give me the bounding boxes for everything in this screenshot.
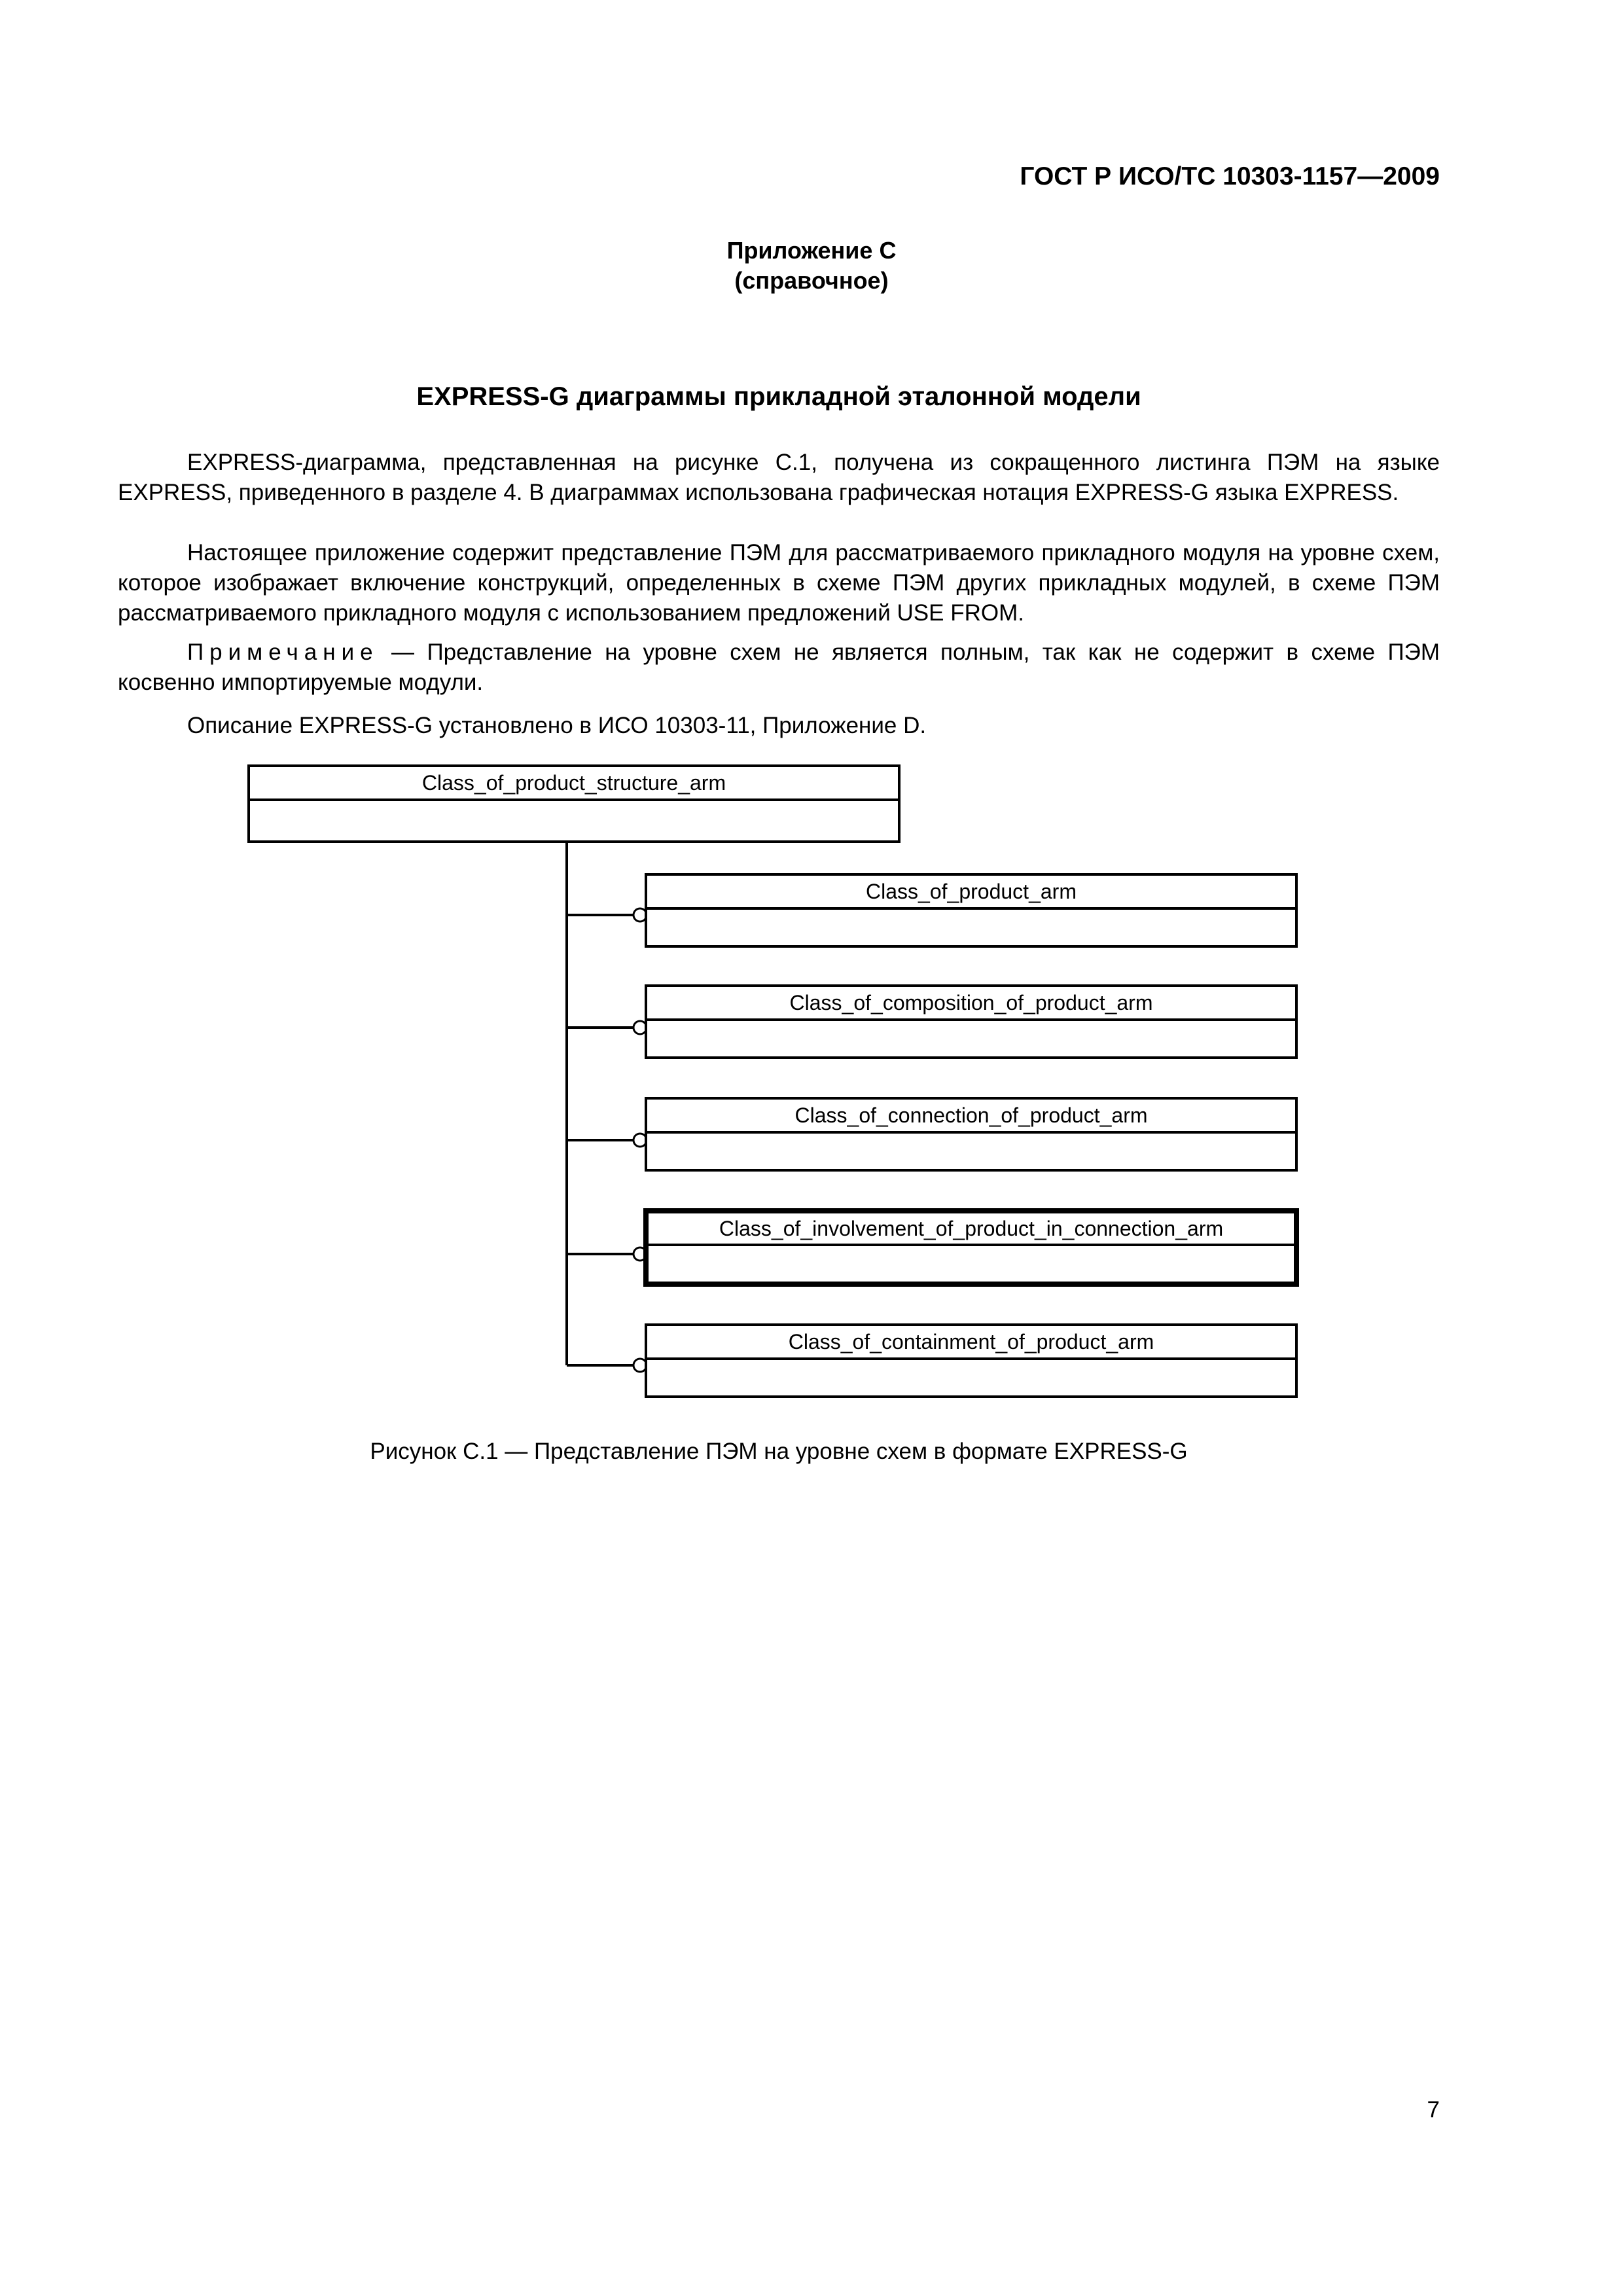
note-label: Примечание: [187, 639, 379, 665]
annex-heading: [0, 236, 1623, 296]
paragraph-3: [118, 711, 1440, 741]
figure-caption: Рисунок С.1 — Представление ПЭМ на уровне схем в формате EXPRESS-G: [370, 1439, 1188, 1464]
page-number: 7: [1427, 2097, 1440, 2123]
entity-root-name: Class_of_product_structure_arm: [250, 767, 898, 801]
connector-5: [567, 1359, 647, 1372]
entity-child-5: [645, 1323, 1298, 1398]
connector-3: [567, 1134, 647, 1147]
paragraph-2: [118, 538, 1440, 628]
entity-child-1: [645, 873, 1298, 948]
paragraph-2-text: Настоящее приложение содержит представление ПЭМ для рассматриваемого прикладного модуля на уровне схем, которое изображает включение конструкций, определенных в схеме ПЭМ других прикладных модулей, в схеме ПЭМ рассматриваемого прикладного модуля с использованием предложений USE FROM.: [118, 540, 1440, 626]
annex-title: Приложение С: [726, 237, 897, 264]
entity-child-1-name: Class_of_product_arm: [647, 876, 1295, 910]
note: [118, 637, 1440, 698]
entity-child-3-name: Class_of_connection_of_product_arm: [647, 1100, 1295, 1134]
entity-child-5-name: Class_of_containment_of_product_arm: [647, 1326, 1295, 1360]
standard-code: ГОСТ Р ИСО/ТС 10303-1157—2009: [1020, 162, 1440, 190]
connector-1: [567, 908, 647, 922]
paragraph-1-text: EXPRESS-диаграмма, представленная на рисунке С.1, получена из сокращенного листинга ПЭМ на языке EXPRESS, приведенного в разделе 4. В диаграммах использована графическая нотация EXPRESS-G языка EXPRESS.: [118, 450, 1440, 505]
entity-child-2: [645, 984, 1298, 1059]
entity-child-3: [645, 1097, 1298, 1172]
entity-child-4: [643, 1208, 1299, 1287]
annex-status: (справочное): [734, 267, 889, 294]
paragraph-1: [118, 448, 1440, 508]
note-text: [118, 637, 1440, 698]
connector-4: [567, 1247, 647, 1261]
entity-root: [247, 764, 901, 843]
paragraph-3-text: Описание EXPRESS-G установлено в ИСО 10303-11, Приложение D.: [187, 713, 927, 738]
note-body: — Представление на уровне схем не является полным, так как не содержит в схеме ПЭМ косвенно импортируемые модули.: [118, 639, 1440, 695]
entity-child-4-name: Class_of_involvement_of_product_in_connection_arm: [649, 1213, 1294, 1246]
section-title: EXPRESS-G диаграммы прикладной эталонной модели: [416, 382, 1141, 411]
connector-2: [567, 1021, 647, 1034]
entity-child-2-name: Class_of_composition_of_product_arm: [647, 987, 1295, 1021]
